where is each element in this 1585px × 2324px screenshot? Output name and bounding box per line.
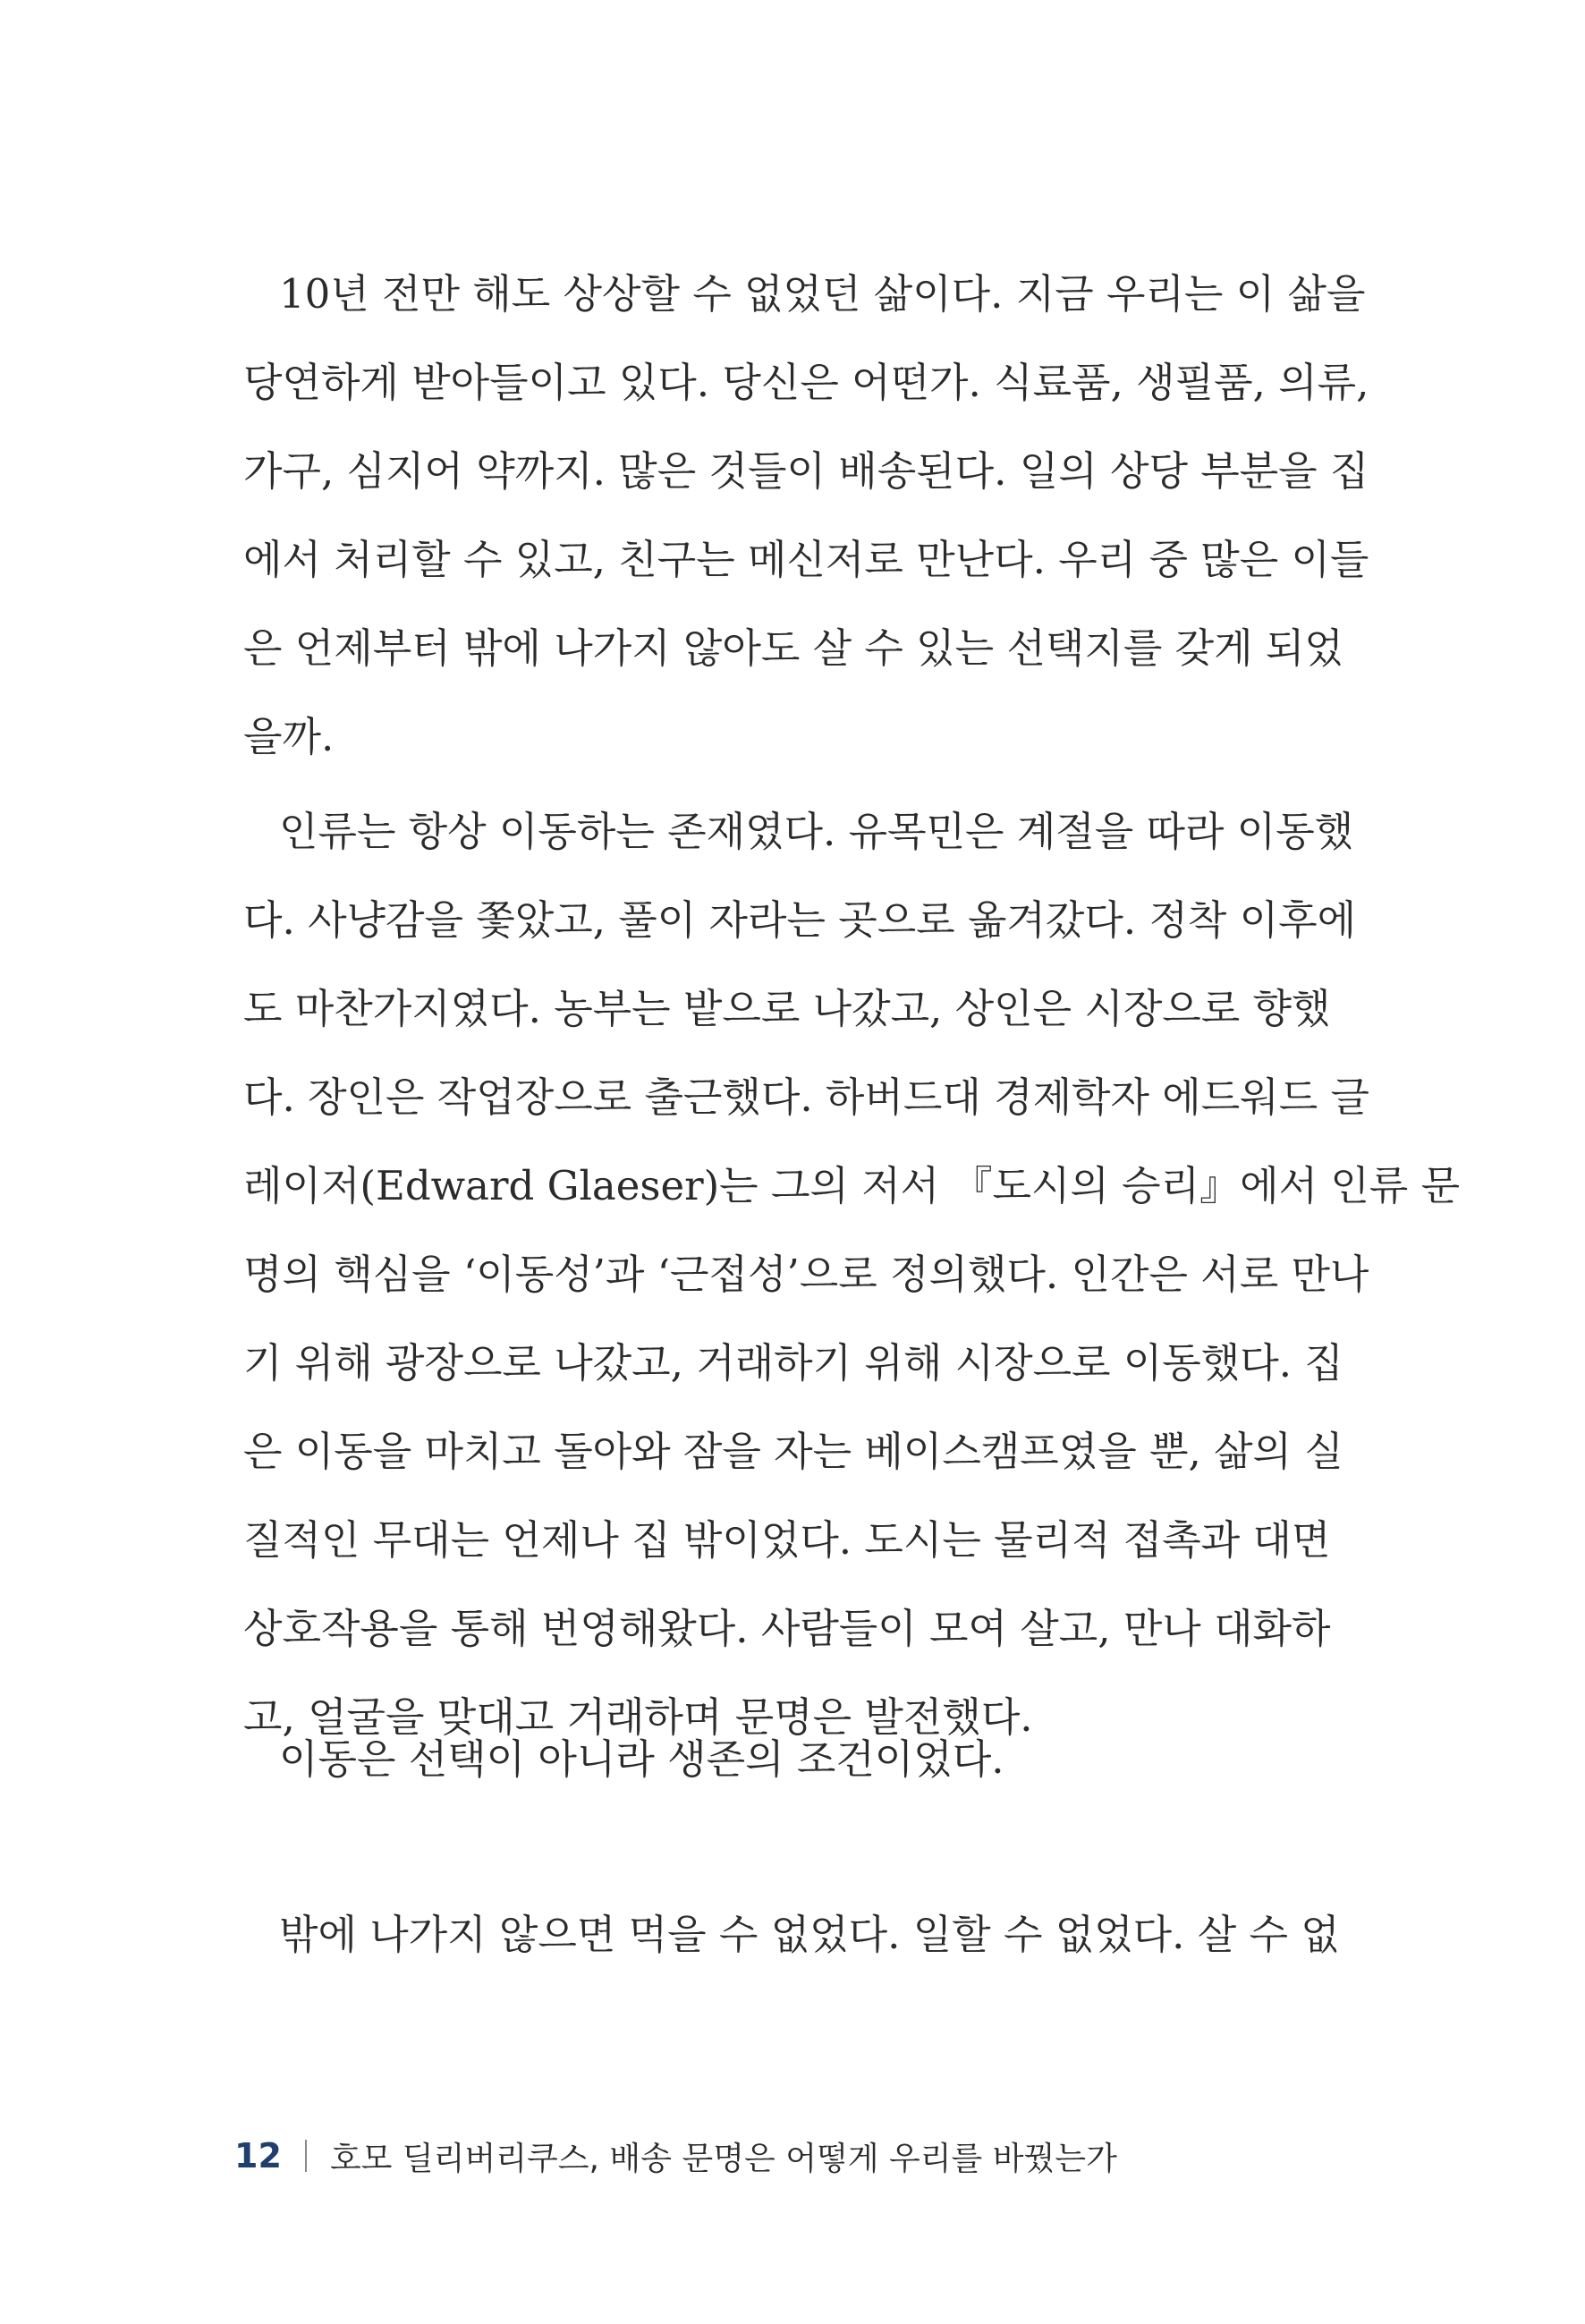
text-line: 10년 전만 해도 상상할 수 없었던 삶이다. 지금 우리는 이 삶을 [279,270,1366,318]
text-line: 명의 핵심을 ‘이동성’과 ‘근접성’으로 정의했다. 인간은 서로 만나 [243,1251,1369,1298]
text-line: 당연하게 받아들이고 있다. 당신은 어떤가. 식료품, 생필품, 의류, [243,359,1369,406]
page-number: 12 [234,2136,282,2176]
text-line: 다. 장인은 작업장으로 출근했다. 하버드대 경제학자 에드워드 글 [243,1073,1369,1121]
text-line: 을까. [243,713,335,760]
text-line: 다. 사냥감을 쫓았고, 풀이 자라는 곳으로 옮겨갔다. 정착 이후에 [243,896,1357,944]
running-title: 호모 딜리버리쿠스, 배송 문명은 어떻게 우리를 바꿨는가 [329,2140,1117,2177]
text-line: 인류는 항상 이동하는 존재였다. 유목민은 계절을 따라 이동했 [279,808,1354,855]
footer-divider [305,2140,307,2172]
page-footer [234,2129,1117,2183]
text-line: 도 마찬가지였다. 농부는 밭으로 나갔고, 상인은 시장으로 향했 [243,985,1331,1032]
text-line: 가구, 심지어 약까지. 많은 것들이 배송된다. 일의 상당 부분을 집 [243,447,1369,495]
text-line: 질적인 무대는 언제나 집 밖이었다. 도시는 물리적 접촉과 대면 [243,1516,1331,1564]
paragraph-1 [243,250,1369,781]
text-line: 고, 얼굴을 맞대고 거래하며 문명은 발전했다. [243,1693,1033,1741]
text-line: 상호작용을 통해 번영해왔다. 사람들이 모여 살고, 만나 대화하 [243,1605,1331,1652]
text-line: 에서 처리할 수 있고, 친구는 메신저로 만난다. 우리 중 많은 이들 [243,536,1369,583]
text-line: 밖에 나가지 않으면 먹을 수 없었다. 일할 수 없었다. 살 수 없 [279,1911,1340,1958]
text-line: 은 언제부터 밖에 나가지 않아도 살 수 있는 선택지를 갖게 되었 [243,624,1343,672]
paragraph-3 [243,1715,1290,1803]
text-line: 레이저(Edward Glaeser)는 그의 저서 『도시의 승리』에서 인류 문 [243,1162,1461,1209]
text-line: 이동은 선택이 아니라 생존의 조건이었다. [279,1735,1004,1783]
text-line: 은 이동을 마치고 돌아와 잠을 자는 베이스캠프였을 뿐, 삶의 실 [243,1428,1343,1475]
text-line: 기 위해 광장으로 나갔고, 거래하기 위해 시장으로 이동했다. 집 [243,1339,1343,1387]
paragraph-4 [243,1890,1340,1979]
paragraph-2 [243,787,1461,1761]
